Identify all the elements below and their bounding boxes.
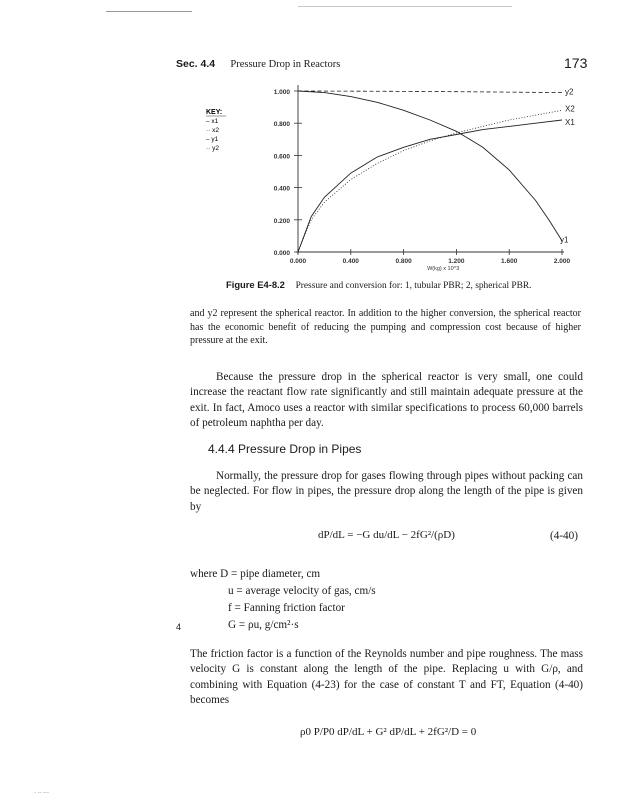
series-line-x2 — [298, 110, 562, 252]
series-label-x1: X1 — [565, 117, 575, 127]
x-axis-label: W(kg) x 10^3 — [427, 266, 460, 272]
series-line-y1 — [298, 91, 562, 241]
var-D: where D = pipe diameter, cm — [190, 568, 321, 580]
var-G: G = ρu, g/cm²·s — [228, 619, 299, 631]
y-tick-label: 0.400 — [273, 185, 290, 193]
y-tick-label: 1.000 — [273, 89, 290, 96]
x-tick-label: 1.200 — [448, 258, 465, 265]
legend-entry-x1: – x1 — [206, 118, 219, 125]
margin-mark: 4 — [176, 622, 182, 632]
y-tick-label: 0.600 — [273, 153, 290, 161]
series-label-y2: y2 — [565, 87, 574, 97]
legend-title: KEY: — [206, 109, 223, 116]
y-tick-label: 0.200 — [273, 217, 290, 225]
chapter-title: Pressure Drop in Reactors — [230, 59, 341, 70]
x-tick-label: 0.400 — [342, 258, 359, 265]
legend-entry-x2: ·· x2 — [206, 127, 220, 134]
page-number: 173 — [564, 55, 588, 71]
x-tick-label: 1.600 — [501, 258, 518, 265]
figure-number: Figure E4-8.2 — [226, 279, 285, 290]
variable-definitions — [190, 566, 376, 634]
chart-series — [298, 91, 562, 252]
figure-caption-text: Pressure and conversion for: 1, tubular PBR; 2, spherical PBR. — [295, 281, 532, 291]
footer-mark: - -- --- — [34, 790, 49, 796]
equation-4-40: dP/dL = −G du/dL − 2fG²/(ρD) — [318, 529, 455, 541]
series-line-x1 — [298, 120, 562, 252]
figure-caption — [226, 279, 531, 291]
series-label-y1: y1 — [560, 235, 569, 245]
section-heading: 4.4.4 Pressure Drop in Pipes — [208, 442, 362, 456]
series-line-y2 — [298, 91, 562, 93]
legend-entry-y1: – y1 — [206, 136, 219, 143]
legend-entry-y2: ·· y2 — [206, 145, 220, 152]
chart-axes — [274, 85, 571, 272]
x-tick-label: 0.000 — [289, 258, 307, 265]
section-label: Sec. 4.4 — [176, 58, 216, 70]
paragraph-pipes: Normally, the pressure drop for gases flowing through pipes without packing can be neglected. For flow in pipes, the pressure drop along the length of the pipe is given by — [190, 470, 583, 513]
equation-number-4-40: (4-40) — [550, 530, 578, 542]
var-u: u = average velocity of gas, cm/s — [228, 585, 376, 597]
series-label-x2: X2 — [565, 104, 575, 114]
chart-labels — [560, 88, 575, 245]
var-f: f = Fanning friction factor — [228, 602, 345, 614]
y-tick-label: 0.800 — [273, 121, 290, 129]
x-tick-label: 0.800 — [395, 258, 412, 265]
paragraph-spherical-reactor: and y2 represent the spherical reactor. In addition to the higher conversion, the spherical reactor has the economic benefit of reducing the pumping and compression cost because of higher pressure at the exit. — [190, 308, 581, 347]
paragraph-pressure-drop-small: Because the pressure drop in the spherical reactor is very small, one could increase the reactant flow rate significantly and still maintain adequate pressure at the exit. In fact, Amoco uses a reactor with similar specifications to process 60,000 barrels of petroleum naphtha per day. — [190, 371, 583, 430]
chart-legend — [206, 109, 226, 152]
y-tick-label: 0.000 — [273, 250, 290, 257]
equation-pressure-length: ρ0 P/P0 dP/dL + G² dP/dL + 2fG²/D = 0 — [300, 726, 477, 738]
x-tick-label: 2.000 — [553, 258, 571, 265]
paragraph-friction-factor: The friction factor is a function of the Reynolds number and pipe roughness. The mass velocity G is constant along the length of the pipe. Replacing u with G/ρ, and combining with Equation (4-23) for the case of constant T and FT, Equation (4-40) becomes — [190, 648, 583, 707]
